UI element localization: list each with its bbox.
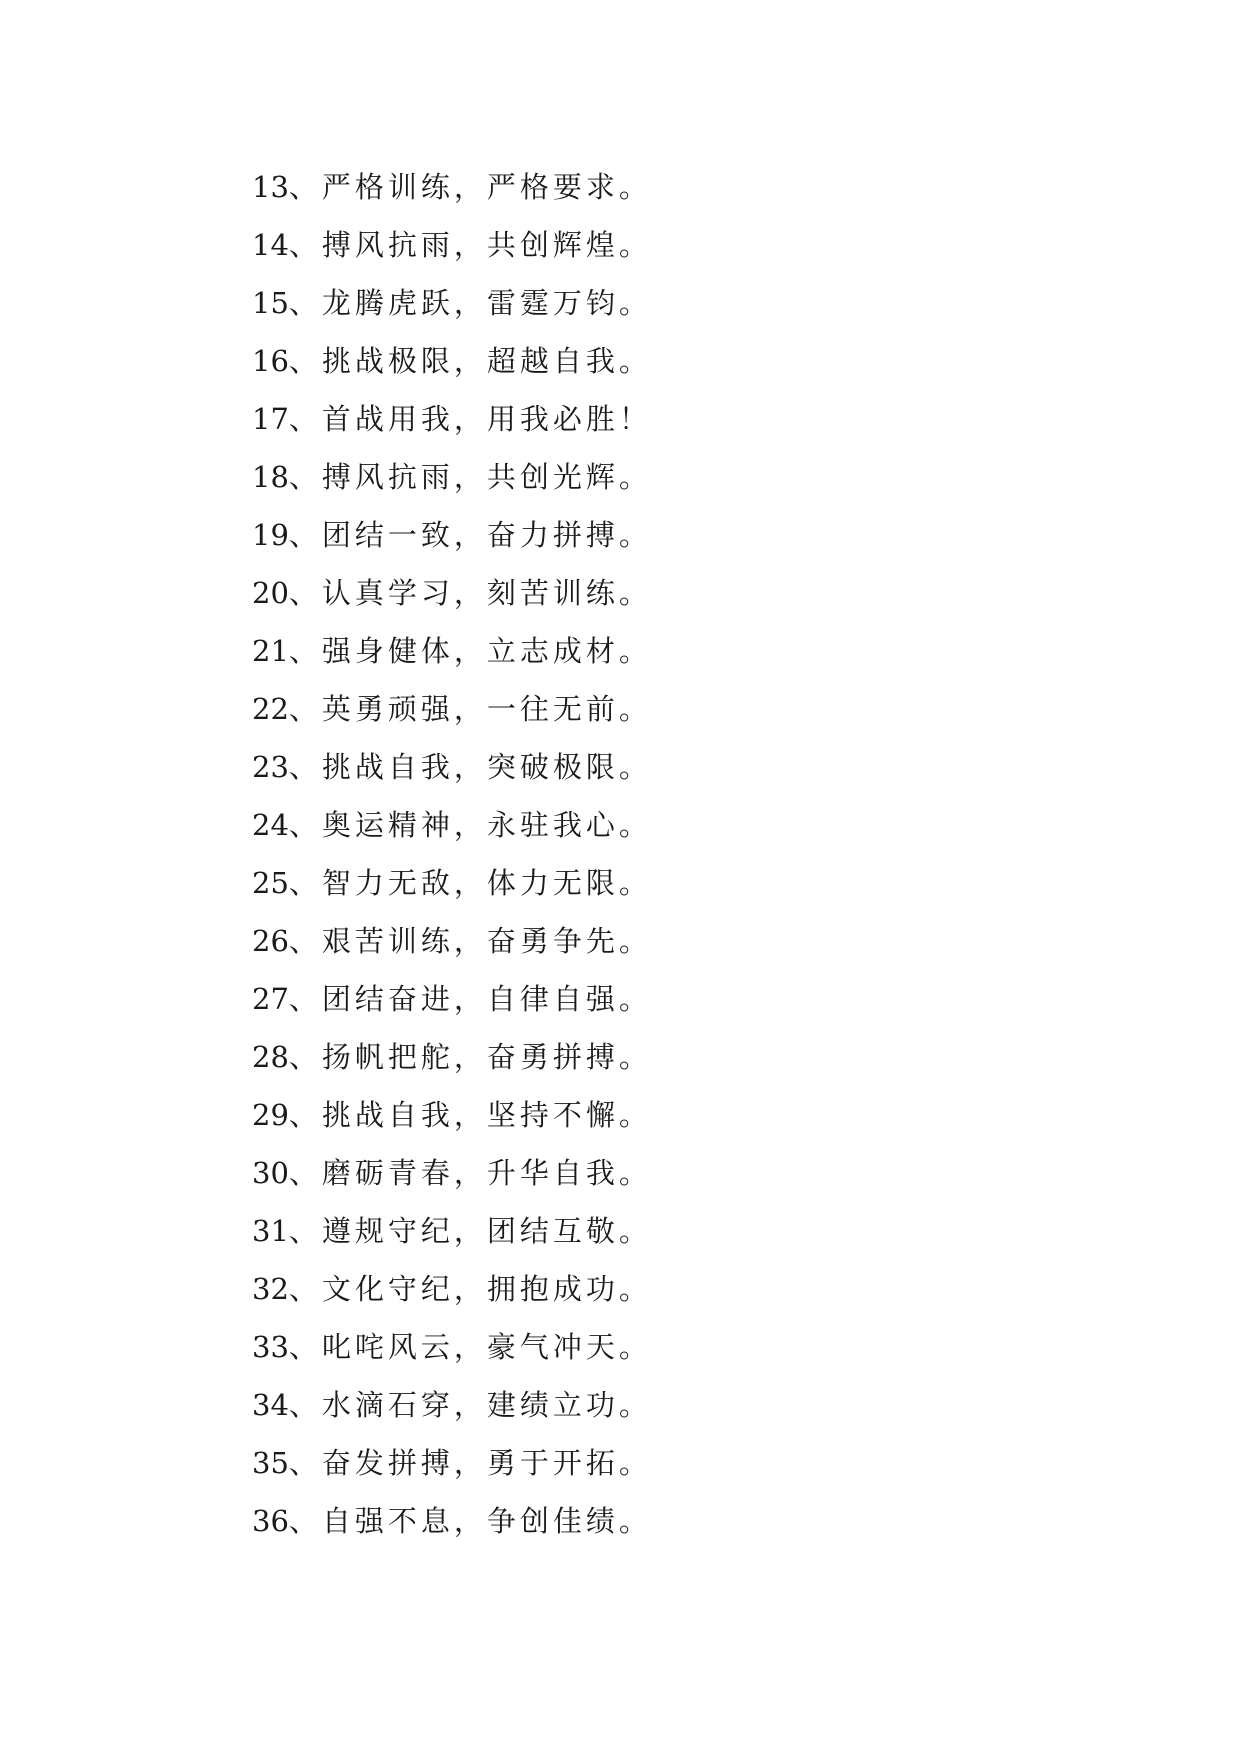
list-item bbox=[252, 158, 652, 216]
item-separator: 、 bbox=[288, 866, 318, 900]
list-item bbox=[252, 1260, 652, 1318]
item-text: 认真学习，刻苦训练。 bbox=[321, 576, 652, 610]
item-number: 26 bbox=[252, 924, 289, 958]
item-text: 自强不息，争创佳绩。 bbox=[321, 1504, 652, 1538]
list-item bbox=[252, 680, 652, 738]
item-separator: 、 bbox=[288, 228, 318, 262]
item-text: 磨砺青春，升华自我。 bbox=[321, 1156, 652, 1190]
item-separator: 、 bbox=[288, 750, 318, 784]
item-separator: 、 bbox=[288, 518, 318, 552]
item-text: 团结奋进，自律自强。 bbox=[321, 982, 652, 1016]
item-separator: 、 bbox=[288, 692, 318, 726]
item-number: 19 bbox=[252, 518, 289, 552]
item-number: 27 bbox=[252, 982, 289, 1016]
item-separator: 、 bbox=[288, 460, 318, 494]
item-text: 严格训练，严格要求。 bbox=[321, 170, 652, 204]
item-number: 34 bbox=[252, 1388, 289, 1422]
item-separator: 、 bbox=[288, 1330, 318, 1364]
item-number: 28 bbox=[252, 1040, 289, 1074]
item-text: 扬帆把舵，奋勇拼搏。 bbox=[321, 1040, 652, 1074]
list-item bbox=[252, 1028, 652, 1086]
item-text: 奥运精神，永驻我心。 bbox=[321, 808, 652, 842]
list-item bbox=[252, 1086, 652, 1144]
item-separator: 、 bbox=[288, 808, 318, 842]
item-separator: 、 bbox=[288, 1214, 318, 1248]
list-item bbox=[252, 1492, 652, 1550]
list-item bbox=[252, 738, 652, 796]
item-number: 30 bbox=[252, 1156, 289, 1190]
list-item bbox=[252, 970, 652, 1028]
item-number: 32 bbox=[252, 1272, 289, 1306]
item-text: 搏风抗雨，共创光辉。 bbox=[321, 460, 652, 494]
item-text: 水滴石穿，建绩立功。 bbox=[321, 1388, 652, 1422]
item-number: 24 bbox=[252, 808, 289, 842]
item-number: 18 bbox=[252, 460, 289, 494]
item-text: 英勇顽强，一往无前。 bbox=[321, 692, 652, 726]
list-item bbox=[252, 854, 652, 912]
list-item bbox=[252, 1202, 652, 1260]
list-item bbox=[252, 448, 652, 506]
item-separator: 、 bbox=[288, 634, 318, 668]
item-separator: 、 bbox=[288, 286, 318, 320]
item-separator: 、 bbox=[288, 1446, 318, 1480]
list-item bbox=[252, 564, 652, 622]
item-text: 挑战自我，突破极限。 bbox=[321, 750, 652, 784]
item-separator: 、 bbox=[288, 402, 318, 436]
item-text: 奋发拼搏，勇于开拓。 bbox=[321, 1446, 652, 1480]
list-item bbox=[252, 390, 652, 448]
item-number: 35 bbox=[252, 1446, 289, 1480]
list-item bbox=[252, 1144, 652, 1202]
item-separator: 、 bbox=[288, 1098, 318, 1132]
item-separator: 、 bbox=[288, 924, 318, 958]
list-item bbox=[252, 332, 652, 390]
item-text: 智力无敌，体力无限。 bbox=[321, 866, 652, 900]
list-item bbox=[252, 506, 652, 564]
item-text: 团结一致，奋力拼搏。 bbox=[321, 518, 652, 552]
item-separator: 、 bbox=[288, 344, 318, 378]
item-number: 36 bbox=[252, 1504, 289, 1538]
item-number: 31 bbox=[252, 1214, 289, 1248]
item-separator: 、 bbox=[288, 576, 318, 610]
list-item bbox=[252, 912, 652, 970]
item-number: 33 bbox=[252, 1330, 289, 1364]
item-number: 22 bbox=[252, 692, 289, 726]
item-text: 遵规守纪，团结互敬。 bbox=[321, 1214, 652, 1248]
item-text: 搏风抗雨，共创辉煌。 bbox=[321, 228, 652, 262]
item-number: 20 bbox=[252, 576, 289, 610]
item-separator: 、 bbox=[288, 1388, 318, 1422]
item-text: 艰苦训练，奋勇争先。 bbox=[321, 924, 652, 958]
item-text: 首战用我，用我必胜！ bbox=[321, 402, 652, 436]
item-text: 强身健体，立志成材。 bbox=[321, 634, 652, 668]
item-number: 17 bbox=[252, 402, 289, 436]
item-separator: 、 bbox=[288, 1040, 318, 1074]
item-number: 13 bbox=[252, 170, 289, 204]
list-item bbox=[252, 1434, 652, 1492]
item-separator: 、 bbox=[288, 170, 318, 204]
list-item bbox=[252, 622, 652, 680]
item-text: 挑战极限，超越自我。 bbox=[321, 344, 652, 378]
list-item bbox=[252, 1318, 652, 1376]
item-separator: 、 bbox=[288, 1504, 318, 1538]
item-number: 23 bbox=[252, 750, 289, 784]
item-number: 15 bbox=[252, 286, 289, 320]
item-number: 29 bbox=[252, 1098, 289, 1132]
list-item bbox=[252, 216, 652, 274]
item-separator: 、 bbox=[288, 982, 318, 1016]
item-text: 龙腾虎跃，雷霆万钧。 bbox=[321, 286, 652, 320]
slogan-list bbox=[252, 158, 652, 1550]
item-text: 挑战自我，坚持不懈。 bbox=[321, 1098, 652, 1132]
item-text: 文化守纪，拥抱成功。 bbox=[321, 1272, 652, 1306]
list-item bbox=[252, 274, 652, 332]
item-number: 25 bbox=[252, 866, 289, 900]
item-separator: 、 bbox=[288, 1272, 318, 1306]
item-number: 21 bbox=[252, 634, 289, 668]
item-separator: 、 bbox=[288, 1156, 318, 1190]
item-number: 14 bbox=[252, 228, 289, 262]
item-number: 16 bbox=[252, 344, 289, 378]
list-item bbox=[252, 1376, 652, 1434]
item-text: 叱咤风云，豪气冲天。 bbox=[321, 1330, 652, 1364]
list-item bbox=[252, 796, 652, 854]
